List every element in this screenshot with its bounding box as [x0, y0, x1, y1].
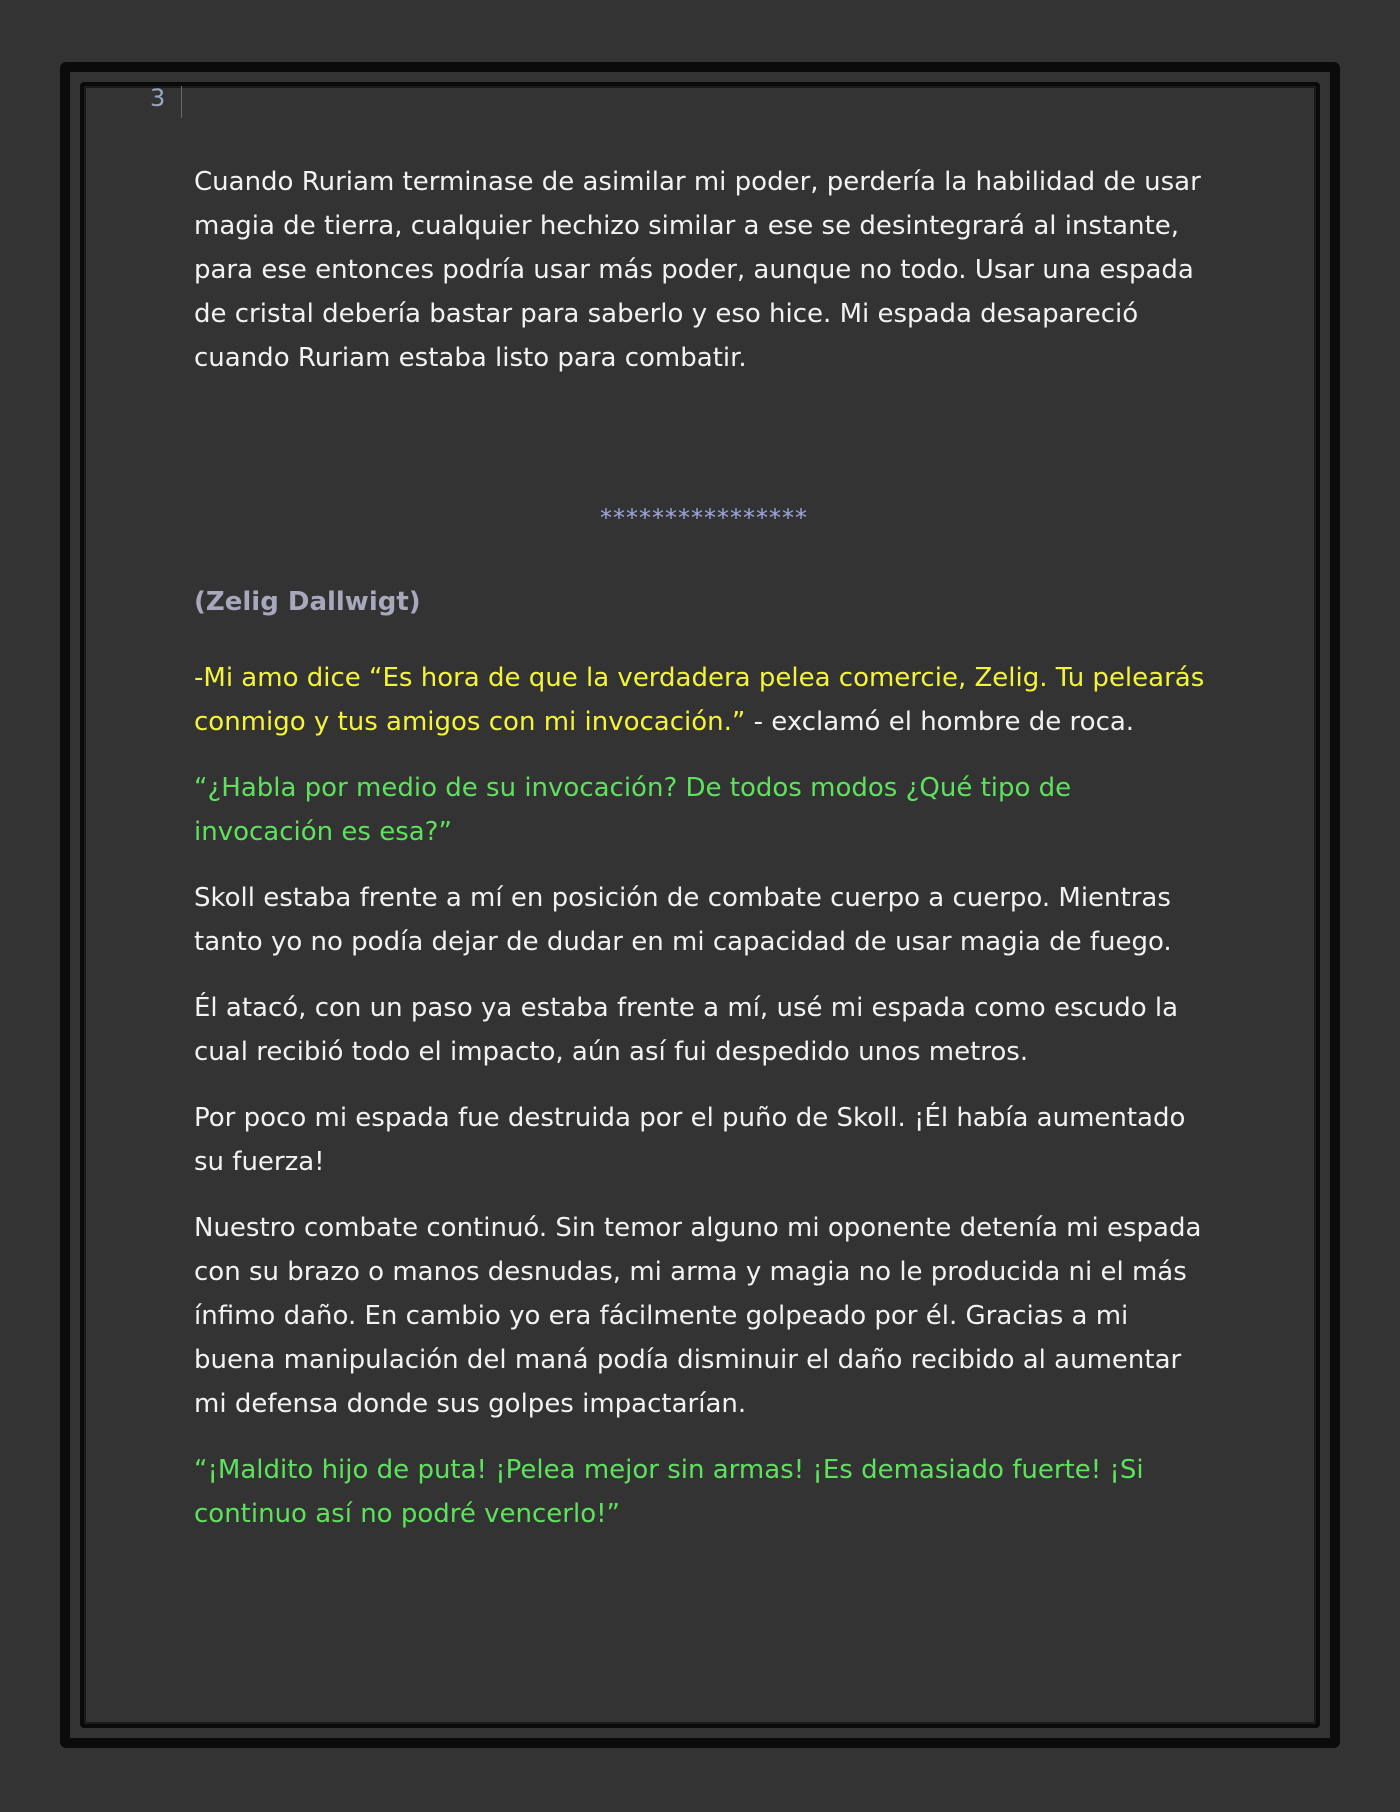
narration-paragraph-4: Él atacó, con un paso ya estaba frente a mí, usé mi espada como escudo la cual recibió todo el impacto, aún así fui despedido unos metros.: [194, 993, 1179, 1067]
speaker-label: (Zelig Dallwigt): [194, 587, 421, 617]
page-number: 3: [150, 84, 166, 112]
narration-paragraph-3: Skoll estaba frente a mí en posición de combate cuerpo a cuerpo. Mientras tanto yo no podía dejar de dudar en mi capacidad de usar magia de fuego.: [194, 883, 1172, 957]
dialogue-quote-rock-man: -Mi amo dice “Es hora de que la verdadera pelea comercie, Zelig. Tu pelearás conmigo y tus amigos con mi invocación.”: [194, 663, 1205, 737]
scene-separator: ****************: [600, 504, 808, 532]
dialogue-paragraph-7: “¡Maldito hijo de puta! ¡Pelea mejor sin armas! ¡Es demasiado fuerte! ¡Si continuo así no podré vencerlo!”: [194, 1455, 1144, 1529]
dialogue-paragraph-2: “¿Habla por medio de su invocación? De todos modos ¿Qué tipo de invocación es esa?”: [194, 773, 1072, 847]
narration-paragraph-5: Por poco mi espada fue destruida por el puño de Skoll. ¡Él había aumentado su fuerza!: [194, 1103, 1186, 1177]
dialogue-paragraph-1: [194, 656, 1214, 744]
page-content: [194, 160, 1214, 1529]
dialogue-tag: - exclamó el hombre de roca.: [745, 707, 1135, 737]
intro-paragraph: Cuando Ruriam terminase de asimilar mi poder, perdería la habilidad de usar magia de tierra, cualquier hechizo similar a ese se desintegrará al instante, para ese entonces podría usar más poder, aunque no todo. Usar una espada de cristal debería bastar para saberlo y eso hice. Mi espada desapareció cuando Ruriam estaba listo para combatir.: [194, 167, 1201, 373]
narration-paragraph-6: Nuestro combate continuó. Sin temor alguno mi oponente detenía mi espada con su brazo o manos desnudas, mi arma y magia no le producida ni el más ínfimo daño. En cambio yo era fácilmente golpeado por él. Gracias a mi buena manipulación del maná podía disminuir el daño recibido al aumentar mi defensa donde sus golpes impactarían.: [194, 1213, 1202, 1419]
dialogue-flow: [194, 656, 1214, 1558]
page-number-divider: [181, 86, 182, 118]
